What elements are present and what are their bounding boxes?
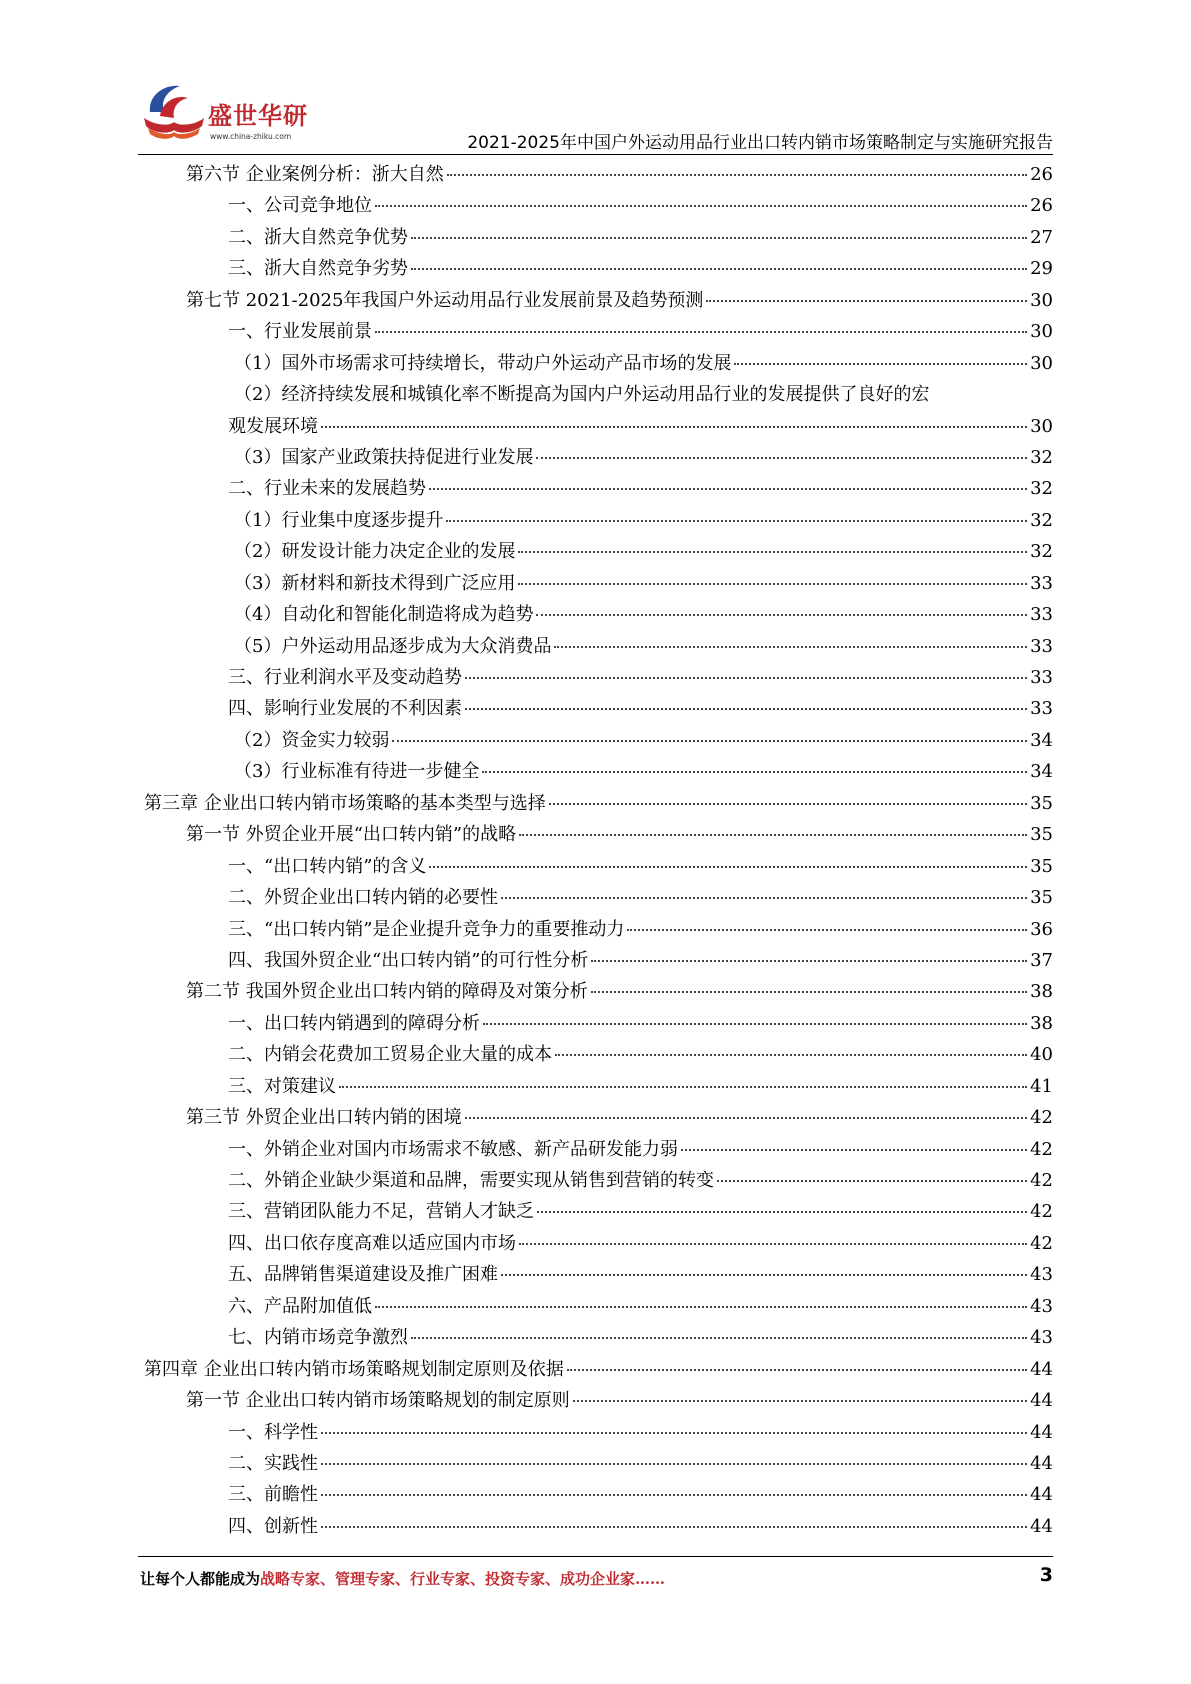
toc-entry[interactable]: [0, 725, 1191, 756]
toc-entry-page: 35: [1030, 824, 1053, 846]
toc-entry-page: 35: [1030, 887, 1053, 909]
toc-entry-label: 二、实践性: [228, 1452, 318, 1474]
toc-entry[interactable]: [0, 1134, 1191, 1165]
toc-entry-label: 三、浙大自然竞争劣势: [228, 258, 408, 280]
footer-divider: [138, 1556, 1053, 1557]
toc-entry-label: 三、前瞻性: [228, 1484, 318, 1506]
toc-dot-leader: [429, 865, 1027, 868]
toc-entry-page: 36: [1030, 918, 1053, 940]
toc-dot-leader: [549, 802, 1027, 805]
toc-entry[interactable]: [0, 505, 1191, 536]
toc-entry-label: 一、公司竞争地位: [228, 195, 372, 217]
toc-entry-label: （1）国外市场需求可持续增长，带动户外运动产品市场的发展: [234, 352, 732, 374]
toc-entry-page: 32: [1030, 541, 1053, 563]
toc-entry[interactable]: [0, 631, 1191, 662]
toc-entry-label: 五、品牌销售渠道建设及推广困难: [228, 1264, 498, 1286]
toc-entry-page: 35: [1030, 855, 1053, 877]
toc-entry-label: （4）自动化和智能化制造将成为趋势: [234, 604, 534, 626]
toc-entry-page: 33: [1030, 698, 1053, 720]
toc-entry-label: （3）新材料和新技术得到广泛应用: [234, 572, 516, 594]
footer-slogan-prefix: 让每个人都能成为: [140, 1570, 261, 1588]
toc-entry[interactable]: [0, 222, 1191, 253]
toc-entry-page: 32: [1030, 446, 1053, 468]
toc-entry[interactable]: [0, 190, 1191, 221]
toc-entry-page: 33: [1030, 667, 1053, 688]
toc-dot-leader: [429, 487, 1027, 490]
toc-entry[interactable]: [0, 1165, 1191, 1196]
toc-dot-leader: [465, 707, 1027, 710]
toc-dot-leader: [734, 362, 1027, 365]
toc-dot-leader: [717, 1179, 1027, 1182]
toc-entry-label: 二、行业未来的发展趋势: [228, 478, 426, 500]
toc-entry-page: 42: [1030, 1170, 1053, 1191]
table-of-contents: [0, 159, 1191, 1542]
toc-entry[interactable]: [0, 379, 1191, 410]
toc-dot-leader: [375, 1305, 1027, 1308]
toc-entry[interactable]: [0, 473, 1191, 504]
toc-entry-page: 30: [1030, 321, 1053, 343]
toc-entry[interactable]: [0, 1385, 1191, 1416]
toc-entry-label: 四、出口依存度高难以适应国内市场: [228, 1232, 516, 1254]
toc-entry[interactable]: [0, 1071, 1191, 1102]
toc-entry-page: 26: [1030, 164, 1053, 185]
toc-entry-page: 44: [1030, 1484, 1053, 1506]
toc-entry-page: 34: [1030, 729, 1053, 751]
toc-dot-leader: [446, 519, 1027, 522]
toc-entry-label: 四、我国外贸企业“出口转内销”的可行性分析: [228, 949, 589, 971]
toc-entry-page: 33: [1030, 635, 1053, 657]
toc-entry-page: 37: [1030, 949, 1053, 971]
toc-entry[interactable]: [0, 914, 1191, 945]
toc-entry-page: 44: [1030, 1515, 1053, 1537]
footer-slogan: [140, 1568, 665, 1589]
toc-dot-leader: [465, 1116, 1027, 1119]
toc-entry-page: 43: [1030, 1264, 1053, 1286]
toc-dot-leader: [567, 1368, 1027, 1371]
toc-dot-leader: [321, 1431, 1027, 1434]
toc-entry-label: 二、内销会花费加工贸易企业大量的成本: [228, 1044, 552, 1066]
toc-dot-leader: [519, 833, 1027, 836]
toc-entry[interactable]: [0, 1228, 1191, 1259]
toc-entry-label: 一、出口转内销遇到的障碍分析: [228, 1012, 480, 1034]
toc-entry[interactable]: [0, 976, 1191, 1007]
toc-entry[interactable]: [0, 442, 1191, 473]
page-number: 3: [1039, 1564, 1053, 1586]
toc-entry[interactable]: [0, 1354, 1191, 1385]
toc-entry[interactable]: [0, 1008, 1191, 1039]
toc-dot-leader: [519, 1242, 1027, 1245]
toc-dot-leader: [339, 1085, 1027, 1088]
toc-entry[interactable]: [0, 851, 1191, 882]
toc-entry[interactable]: [0, 536, 1191, 567]
toc-dot-leader: [501, 1273, 1027, 1276]
toc-dot-leader: [321, 425, 1027, 428]
toc-entry-label: 第七节 2021-2025年我国户外运动用品行业发展前景及趋势预测: [186, 289, 704, 311]
toc-entry[interactable]: [0, 1259, 1191, 1290]
toc-entry[interactable]: [0, 411, 1191, 442]
toc-dot-leader: [518, 582, 1027, 585]
toc-dot-leader: [447, 173, 1027, 176]
toc-entry-label: 七、内销市场竞争激烈: [228, 1327, 408, 1349]
toc-entry-label: 第二节 我国外贸企业出口转内销的障碍及对策分析: [186, 981, 588, 1003]
toc-entry-page: 35: [1030, 792, 1053, 814]
toc-dot-leader: [536, 456, 1027, 459]
toc-entry-label: 观发展环境: [228, 415, 318, 437]
toc-entry-page: 32: [1030, 509, 1053, 531]
toc-entry-label: 第四章 企业出口转内销市场策略规划制定原则及依据: [144, 1358, 564, 1380]
toc-entry-page: 43: [1030, 1295, 1053, 1317]
toc-entry-page: 44: [1030, 1452, 1053, 1474]
toc-dot-leader: [627, 928, 1027, 931]
toc-entry-label: 三、营销团队能力不足，营销人才缺乏: [228, 1201, 534, 1223]
toc-entry[interactable]: [0, 1417, 1191, 1448]
toc-entry-label: 六、产品附加值低: [228, 1295, 372, 1317]
toc-entry-page: 42: [1030, 1232, 1053, 1254]
toc-entry-page: 27: [1030, 226, 1053, 248]
toc-entry[interactable]: [0, 285, 1191, 316]
toc-dot-leader: [573, 1399, 1027, 1402]
toc-entry-label: （2）资金实力较弱: [234, 729, 390, 751]
toc-entry[interactable]: [0, 1291, 1191, 1322]
toc-dot-leader: [392, 739, 1027, 742]
toc-entry-page: 33: [1030, 572, 1053, 594]
toc-entry[interactable]: [0, 756, 1191, 787]
company-logo: [140, 82, 340, 150]
toc-entry-label: （5）户外运动用品逐步成为大众消费品: [234, 635, 552, 657]
toc-entry-page: 42: [1030, 1201, 1053, 1223]
toc-entry-label: （2）经济持续发展和城镇化率不断提高为国内户外运动用品行业的发展提供了良好的宏: [234, 384, 930, 406]
toc-entry[interactable]: [0, 788, 1191, 819]
toc-entry[interactable]: [0, 693, 1191, 724]
toc-entry-page: 30: [1030, 352, 1053, 374]
toc-dot-leader: [536, 613, 1027, 616]
toc-dot-leader: [411, 1336, 1027, 1339]
logo-book-icon: [140, 82, 208, 144]
toc-dot-leader: [706, 299, 1027, 302]
toc-dot-leader: [465, 676, 1027, 679]
toc-entry[interactable]: [0, 882, 1191, 913]
toc-entry-page: 34: [1030, 761, 1053, 783]
toc-dot-leader: [411, 267, 1027, 270]
logo-url: www.china-zhiku.com: [210, 132, 292, 141]
toc-entry[interactable]: [0, 945, 1191, 976]
toc-entry-page: 42: [1030, 1107, 1053, 1129]
toc-entry-page: 44: [1030, 1421, 1053, 1443]
toc-entry-label: 三、“出口转内销”是企业提升竞争力的重要推动力: [228, 918, 625, 940]
toc-entry[interactable]: [0, 159, 1191, 190]
toc-entry-label: 第一节 企业出口转内销市场策略规划的制定原则: [186, 1390, 570, 1412]
report-title: 2021-2025年中国户外运动用品行业出口转内销市场策略制定与实施研究报告: [467, 133, 1053, 153]
toc-dot-leader: [321, 1493, 1027, 1496]
toc-entry-page: 32: [1030, 478, 1053, 500]
toc-entry[interactable]: [0, 568, 1191, 599]
toc-entry-page: 29: [1030, 258, 1053, 280]
toc-entry[interactable]: [0, 1102, 1191, 1133]
toc-entry[interactable]: [0, 1039, 1191, 1070]
toc-entry-page: 33: [1030, 604, 1053, 626]
toc-entry-page: 43: [1030, 1327, 1053, 1349]
toc-dot-leader: [375, 204, 1027, 207]
toc-entry-page: 44: [1030, 1390, 1053, 1412]
toc-entry-label: 一、外销企业对国内市场需求不敏感、新产品研发能力弱: [228, 1138, 678, 1160]
toc-dot-leader: [483, 1022, 1027, 1025]
toc-dot-leader: [681, 1148, 1027, 1151]
toc-entry[interactable]: [0, 662, 1191, 693]
toc-entry[interactable]: [0, 1448, 1191, 1479]
toc-entry-label: 第三章 企业出口转内销市场策略的基本类型与选择: [144, 792, 546, 814]
toc-entry-page: 40: [1030, 1044, 1053, 1066]
toc-entry[interactable]: [0, 599, 1191, 630]
toc-entry-label: 第六节 企业案例分析：浙大自然: [186, 164, 444, 185]
header-divider: [138, 154, 1053, 155]
footer-slogan-highlight: 战略专家、管理专家、行业专家、投资专家、成功企业家……: [260, 1570, 666, 1588]
toc-entry[interactable]: [0, 316, 1191, 347]
toc-entry-label: 三、对策建议: [228, 1075, 336, 1097]
toc-dot-leader: [591, 990, 1027, 993]
toc-entry-label: （3）行业标准有待进一步健全: [234, 761, 480, 783]
toc-entry-page: 41: [1030, 1075, 1053, 1097]
toc-entry-page: 30: [1030, 415, 1053, 437]
toc-dot-leader: [554, 645, 1027, 648]
toc-entry-page: 30: [1030, 289, 1053, 311]
toc-entry-label: 四、创新性: [228, 1515, 318, 1537]
toc-dot-leader: [375, 330, 1027, 333]
toc-dot-leader: [501, 896, 1027, 899]
toc-entry-label: 第一节 外贸企业开展“出口转内销”的战略: [186, 824, 517, 846]
toc-entry-label: 一、科学性: [228, 1421, 318, 1443]
toc-entry[interactable]: [0, 1196, 1191, 1227]
toc-entry[interactable]: [0, 253, 1191, 284]
toc-entry-label: （2）研发设计能力决定企业的发展: [234, 541, 516, 563]
toc-entry-label: 四、影响行业发展的不利因素: [228, 698, 462, 720]
toc-entry-label: 二、浙大自然竞争优势: [228, 226, 408, 248]
toc-entry-label: 三、行业利润水平及变动趋势: [228, 667, 462, 688]
toc-entry-page: 26: [1030, 195, 1053, 217]
toc-entry-label: （1）行业集中度逐步提升: [234, 509, 444, 531]
toc-entry[interactable]: [0, 1479, 1191, 1510]
toc-dot-leader: [555, 1053, 1027, 1056]
toc-dot-leader: [591, 959, 1027, 962]
toc-dot-leader: [537, 1210, 1027, 1213]
toc-entry-label: 一、“出口转内销”的含义: [228, 855, 427, 877]
toc-entry-page: 38: [1030, 981, 1053, 1003]
toc-dot-leader: [321, 1462, 1027, 1465]
toc-dot-leader: [518, 550, 1027, 553]
toc-entry-label: 二、外销企业缺少渠道和品牌，需要实现从销售到营销的转变: [228, 1170, 714, 1191]
logo-name: 盛世华研: [208, 102, 308, 130]
toc-entry-label: 二、外贸企业出口转内销的必要性: [228, 887, 498, 909]
toc-entry-label: 一、行业发展前景: [228, 321, 372, 343]
toc-dot-leader: [482, 770, 1027, 773]
toc-entry-label: 第三节 外贸企业出口转内销的困境: [186, 1107, 462, 1129]
toc-entry-page: 44: [1030, 1358, 1053, 1380]
toc-entry-page: 38: [1030, 1012, 1053, 1034]
toc-entry-label: （3）国家产业政策扶持促进行业发展: [234, 446, 534, 468]
toc-entry-page: 42: [1030, 1138, 1053, 1160]
toc-dot-leader: [411, 236, 1027, 239]
toc-entry[interactable]: [0, 819, 1191, 850]
toc-entry[interactable]: [0, 1511, 1191, 1542]
toc-entry[interactable]: [0, 1322, 1191, 1353]
toc-entry[interactable]: [0, 348, 1191, 379]
toc-dot-leader: [321, 1525, 1027, 1528]
